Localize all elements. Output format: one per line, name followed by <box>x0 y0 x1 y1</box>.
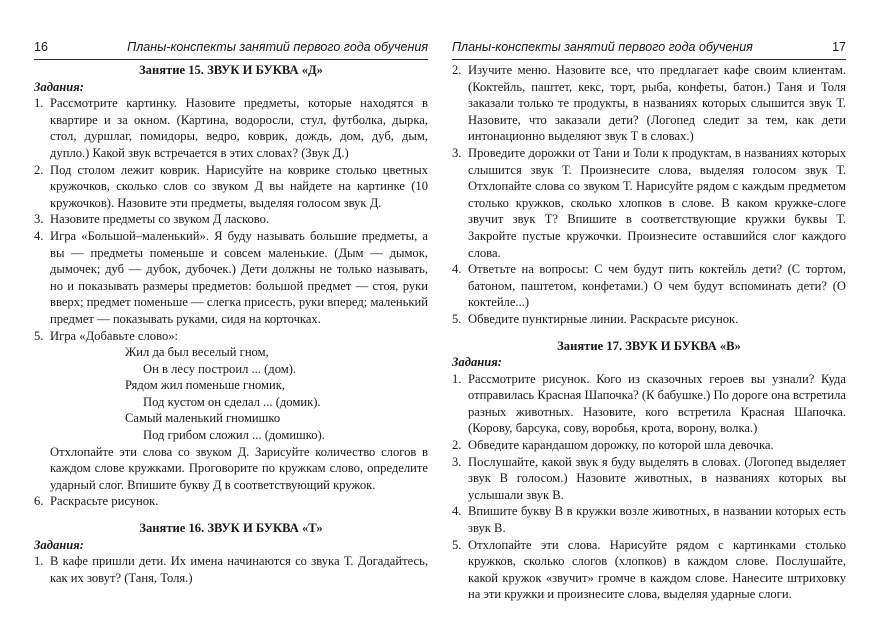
header-rule <box>34 59 428 60</box>
list-item: 3. Послушайте, какой звук я буду выделять в словах. (Логопед выделяет звук В голосом.) Назовите животных, в названиях которых вы услышали звук В. <box>452 454 846 502</box>
running-title: Планы-конспекты занятий первого года обучения <box>452 40 753 54</box>
lesson-title: Занятие 16. ЗВУК И БУКВА «Т» <box>139 521 323 536</box>
list-item: 2. Под столом лежит коврик. Нарисуйте на коврике столько цветных кружочков, сколько слов со звуком Д вы найдете на картинке (10 кружочков). Назовите эти предметы, выделяя голосом звук Д. <box>34 162 428 210</box>
list-item: 3. Проведите дорожки от Тани и Толи к продуктам, в названиях которых слышится звук Т. Произнесите слова, выделяя голосом звук Т. Отхлопайте слова со звуком Т. Нарисуйте рядом с каждым предметом столько кружков, сколько хлопков в слове. В каком кружке-слоге звучит звук Т? Впишите в соответствующие кружки буквы Т. Закройте пустые кружочки. Произнесите оставшийся слог каждого слова. <box>452 145 846 260</box>
running-title: Планы-конспекты занятий первого года обучения <box>127 40 428 54</box>
list-item: 5. Игра «Добавьте слово»: Жил да был веселый гном, Он в лесу построил ... (дом). Рядом жил поменьше гномик, Под кустом он сделал ... (домик). Самый маленький гномишко Под грибом сложил ... (домишко). Отхлопайте эти слова со звуком Д. Зарисуйте количество слогов в каждом слове кружками. Проговорите по кружкам слово, определите ударный слог. Впишите букву Д в соответствующий кружок. <box>34 328 428 492</box>
list-item: 4. Впишите букву В в кружки возле животных, в названии которых есть звук В. <box>452 504 846 536</box>
lesson-title: Занятие 17. ЗВУК И БУКВА «В» <box>557 338 741 353</box>
right-body <box>452 62 846 603</box>
list-item: 1. Рассмотрите картинку. Назовите предметы, которые находятся в квартире и за окном. (Картина, водоросли, стул, футболка, дырка, стол, дуршлаг, помидоры, ведро, коврик, дождь, дом, дуб, дым, дупло.) Какой звук встречается в этих словах? (Звук Д.) <box>34 96 428 160</box>
list-item: 2. Изучите меню. Назовите все, что предлагает кафе своим клиентам. (Коктейль, паштет, кекс, торт, рыба, конфеты, батон.) Таня и Толя заказали только те продукты, в названиях которых слышится звук Т. Назовите, что заказали дети? (Логопед следит за тем, как дети интонационно выделяют звук Т в словах.) <box>452 63 846 144</box>
list-item: 1. В кафе пришли дети. Их имена начинаются со звука Т. Догадайтесь, как их зовут? (Таня, Толя.) <box>34 554 428 585</box>
lesson-title: Занятие 15. ЗВУК И БУКВА «Д» <box>139 63 323 77</box>
left-header <box>34 40 428 58</box>
list-item: 3. Назовите предметы со звуком Д ласково. <box>34 212 270 227</box>
header-rule <box>452 59 846 60</box>
left-body <box>34 62 428 586</box>
tasks-label: Задания: <box>34 79 84 94</box>
list-item: 4. Игра «Большой–маленький». Я буду называть большие предметы, а вы — предметы поменьше и совсем маленькие. (Дым — дымок, дымочек; дуб — дубок, дубочек.) Дети должны не только называть, но и показывать размеры предметов: большой предмет — стоя, руки вверх; предмет поменьше — слегка присесть, руки вперед; маленький предмет — показывать руками, сидя на корточках. <box>34 228 428 326</box>
right-page <box>440 0 880 633</box>
paragraph: Отхлопайте эти слова со звуком Д. Зарисуйте количество слогов в каждом слове кружками. Проговорите по кружкам слово, определите ударный слог. Впишите букву Д в соответствующий кружок. <box>50 444 428 492</box>
right-header <box>452 40 846 58</box>
tasks-label: Задания: <box>452 355 502 370</box>
page-number: 17 <box>832 40 846 54</box>
list-item: 4. Ответьте на вопросы: С чем будут пить коктейль дети? (С тортом, батоном, паштетом, конфетами.) О чем будут вспоминать дети? (О коктейле...) <box>452 262 846 310</box>
tasks-label: Задания: <box>34 537 84 552</box>
list-item: 6. Раскрасьте рисунок. <box>34 494 159 509</box>
list-item: 5. Отхлопайте эти слова. Нарисуйте рядом с картинками столько кружков, сколько слогов (хлопков) в каждом слове. Послушайте, какой кружок «звучит» громче в каждом слове. Нанесите штриховку на эти кружки и произнесите слова, выделяя ударные слоги. <box>452 537 846 602</box>
list-item: 2. Обведите карандашом дорожку, по которой шла девочка. <box>452 438 774 453</box>
page-number: 16 <box>34 40 48 54</box>
list-item: 1. Рассмотрите рисунок. Кого из сказочных героев вы узнали? Куда отправилась Красная Шапочка? (К бабушке.) По дороге она встретила разных животных. Назовите, кого встретила Красная Шапочка. (Корову, барсука, сову, воробья, крота, ворону, волка.) <box>452 371 846 436</box>
poem: Жил да был веселый гном, Он в лесу построил ... (дом). Рядом жил поменьше гномик, Под кустом он сделал ... (домик). Самый маленький гномишко Под грибом сложил ... (домишко). <box>125 345 325 443</box>
list-item: 5. Обведите пунктирные линии. Раскрасьте рисунок. <box>452 311 739 326</box>
